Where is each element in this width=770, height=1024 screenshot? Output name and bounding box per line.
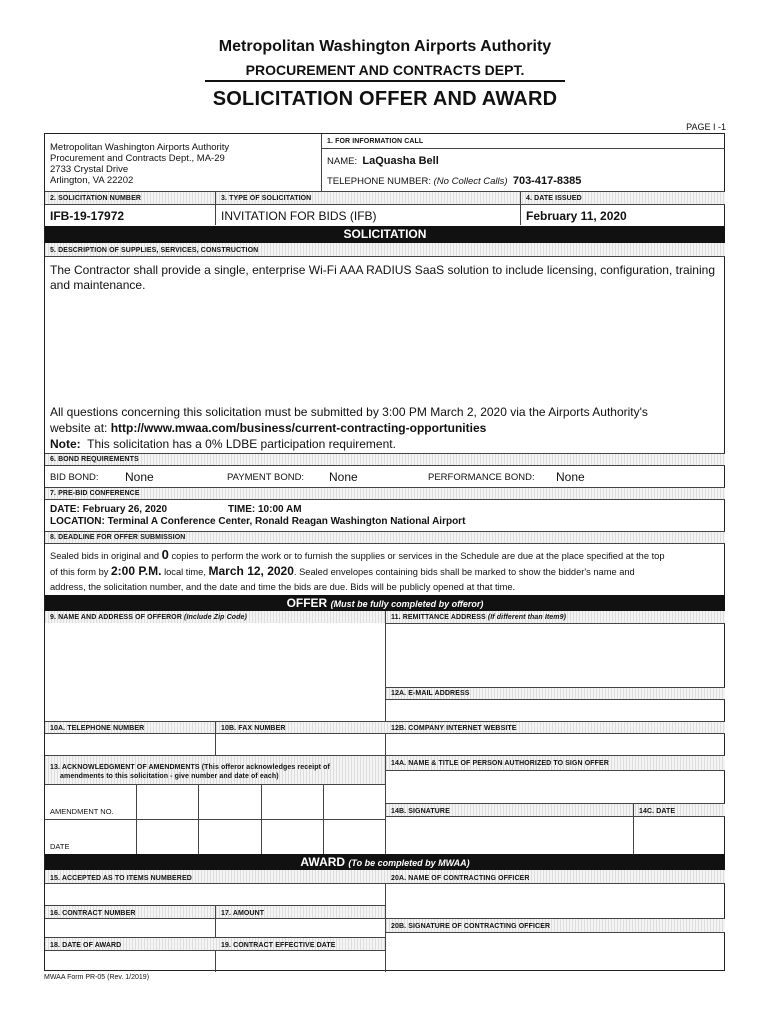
f14b-label: 14B. SIGNATURE bbox=[391, 808, 450, 815]
phone-note: (No Collect Calls) bbox=[433, 176, 508, 187]
contact-phone: 703-417-8385 bbox=[512, 175, 582, 187]
f17-label: 17. AMOUNT bbox=[221, 910, 265, 917]
deadline-part: local time, bbox=[164, 567, 206, 577]
f20a-label: 20A. NAME OF CONTRACTING OFFICER bbox=[391, 875, 530, 882]
performance-bond-label: PERFORMANCE BOND: bbox=[428, 472, 535, 483]
address-line: 2733 Crystal Drive bbox=[50, 164, 129, 175]
address-line: Metropolitan Washington Airports Authority bbox=[50, 142, 230, 153]
description-text: The Contractor shall provide a single, enterprise Wi-Fi AAA RADIUS SaaS solution to include licensing, configuration, training and maintenance. bbox=[50, 263, 715, 292]
deadline-line-1 bbox=[50, 547, 722, 564]
note-line bbox=[50, 436, 720, 452]
f11-note: (If different than Item9) bbox=[487, 614, 567, 621]
f19-label: 19. CONTRACT EFFECTIVE DATE bbox=[221, 942, 336, 949]
info-call-label: 1. FOR INFORMATION CALL bbox=[327, 138, 424, 145]
solicitation-form bbox=[44, 133, 725, 971]
f11-text: 11. REMITTANCE ADDRESS bbox=[391, 614, 486, 621]
website-prefix: website at: bbox=[50, 421, 111, 435]
award-note: (To be completed by MWAA) bbox=[348, 858, 470, 868]
sol-number: IFB-19-17972 bbox=[50, 209, 125, 223]
page-number: PAGE I -1 bbox=[686, 122, 726, 132]
questions-line: All questions concerning this solicitation must be submitted by 3:00 PM March 2, 2020 via the Airports Authority's bbox=[50, 405, 648, 419]
offer-bar bbox=[45, 595, 725, 611]
f13-label bbox=[50, 763, 330, 781]
copies-count: 0 bbox=[161, 547, 169, 562]
note-text: This solicitation has a 0% LDBE participation requirement. bbox=[87, 437, 396, 451]
contact-phone-row bbox=[327, 175, 581, 187]
deadline-date: March 12, 2020 bbox=[208, 564, 294, 578]
f13-line: 13. ACKNOWLEDGMENT OF AMENDMENTS (This offeror acknowledges receipt of bbox=[50, 764, 330, 771]
payment-bond-label: PAYMENT BOND: bbox=[227, 472, 305, 483]
deadline-line-2 bbox=[50, 564, 722, 580]
website-link[interactable]: http://www.mwaa.com/business/current-contracting-opportunities bbox=[110, 421, 487, 435]
deadline-time: 2:00 P.M. bbox=[110, 564, 162, 578]
f18-label: 18. DATE OF AWARD bbox=[50, 942, 122, 949]
phone-label: TELEPHONE NUMBER: bbox=[327, 176, 431, 187]
solicitation-bar: SOLICITATION bbox=[45, 226, 725, 243]
bond-label: 6. BOND REQUIREMENTS bbox=[50, 456, 139, 463]
contact-name-label: NAME: bbox=[327, 156, 358, 167]
description-label: 5. DESCRIPTION OF SUPPLIES, SERVICES, CONSTRUCTION bbox=[50, 247, 259, 254]
performance-bond: None bbox=[556, 470, 585, 484]
f12b-label: 12B. COMPANY INTERNET WEBSITE bbox=[391, 725, 517, 732]
award-title: AWARD bbox=[300, 855, 346, 869]
f16-label: 16. CONTRACT NUMBER bbox=[50, 910, 136, 917]
contact-name: LaQuasha Bell bbox=[362, 155, 439, 167]
prebid-time: TIME: 10:00 AM bbox=[228, 504, 302, 515]
bid-bond: None bbox=[125, 470, 154, 484]
f20b-label: 20B. SIGNATURE OF CONTRACTING OFFICER bbox=[391, 923, 551, 930]
f12a-label: 12A. E-MAIL ADDRESS bbox=[391, 690, 470, 697]
sol-number-label: 2. SOLICITATION NUMBER bbox=[50, 195, 141, 202]
amendment-no-label: AMENDMENT NO. bbox=[50, 807, 114, 816]
sol-type-label: 3. TYPE OF SOLICITATION bbox=[221, 195, 312, 202]
contact-name-row bbox=[327, 155, 439, 167]
f9-label bbox=[50, 614, 247, 621]
bid-bond-label: BID BOND: bbox=[50, 472, 99, 483]
f14a-label: 14A. NAME & TITLE OF PERSON AUTHORIZED TO SIGN OFFER bbox=[391, 760, 609, 767]
date-issued: February 11, 2020 bbox=[526, 209, 627, 223]
deadline-part: copies to perform the work or to furnish the supplies or services in the Schedule are due at the place specified at the top bbox=[171, 551, 665, 561]
f14c-label: 14C. DATE bbox=[639, 808, 676, 815]
f10a-label: 10A. TELEPHONE NUMBER bbox=[50, 725, 145, 732]
prebid-label: 7. PRE-BID CONFERENCE bbox=[50, 490, 140, 497]
org-name: Metropolitan Washington Airports Authority bbox=[218, 38, 552, 55]
deadline-label: 8. DEADLINE FOR OFFER SUBMISSION bbox=[50, 534, 186, 541]
date-issued-label: 4. DATE ISSUED bbox=[526, 195, 582, 202]
form-footer: MWAA Form PR-05 (Rev. 1/2019) bbox=[44, 974, 150, 981]
f10b-label: 10B. FAX NUMBER bbox=[221, 725, 286, 732]
prebid-location: LOCATION: Terminal A Conference Center, Ronald Reagan Washington National Airport bbox=[50, 516, 466, 527]
f13-line: amendments to this solicitation - give number and date of each) bbox=[60, 773, 279, 780]
sol-type: INVITATION FOR BIDS (IFB) bbox=[221, 209, 377, 223]
deadline-part: of this form by bbox=[50, 567, 109, 577]
f11-label bbox=[391, 614, 566, 621]
deadline-line-3: address, the solicitation number, and the date and time the bids are due. Bids will be publicly opened at that time. bbox=[50, 582, 516, 592]
offer-title: OFFER bbox=[286, 596, 328, 610]
f15-label: 15. ACCEPTED AS TO ITEMS NUMBERED bbox=[50, 875, 192, 882]
offer-note: (Must be fully completed by offeror) bbox=[330, 599, 484, 609]
deadline-part: Sealed bids in original and bbox=[50, 551, 160, 561]
deadline-part: . Sealed envelopes containing bids shall be marked to show the bidder's name and bbox=[293, 567, 635, 577]
award-bar bbox=[45, 854, 725, 870]
note-label: Note: bbox=[50, 437, 81, 451]
f9-text: 9. NAME AND ADDRESS OF OFFEROR bbox=[50, 614, 182, 621]
website-line bbox=[50, 420, 720, 436]
address-line: Procurement and Contracts Dept., MA-29 bbox=[50, 153, 225, 164]
amendment-date-label: DATE bbox=[50, 842, 70, 851]
prebid-date: DATE: February 26, 2020 bbox=[50, 504, 168, 515]
address-line: Arlington, VA 22202 bbox=[50, 175, 134, 186]
f9-note: (Include Zip Code) bbox=[184, 614, 247, 621]
deadline-text bbox=[50, 547, 722, 595]
dept-name: PROCUREMENT AND CONTRACTS DEPT. bbox=[205, 62, 565, 82]
issuer-address bbox=[50, 142, 229, 186]
payment-bond: None bbox=[329, 470, 358, 484]
form-title: SOLICITATION OFFER AND AWARD bbox=[212, 88, 558, 110]
questions-text bbox=[50, 404, 720, 452]
